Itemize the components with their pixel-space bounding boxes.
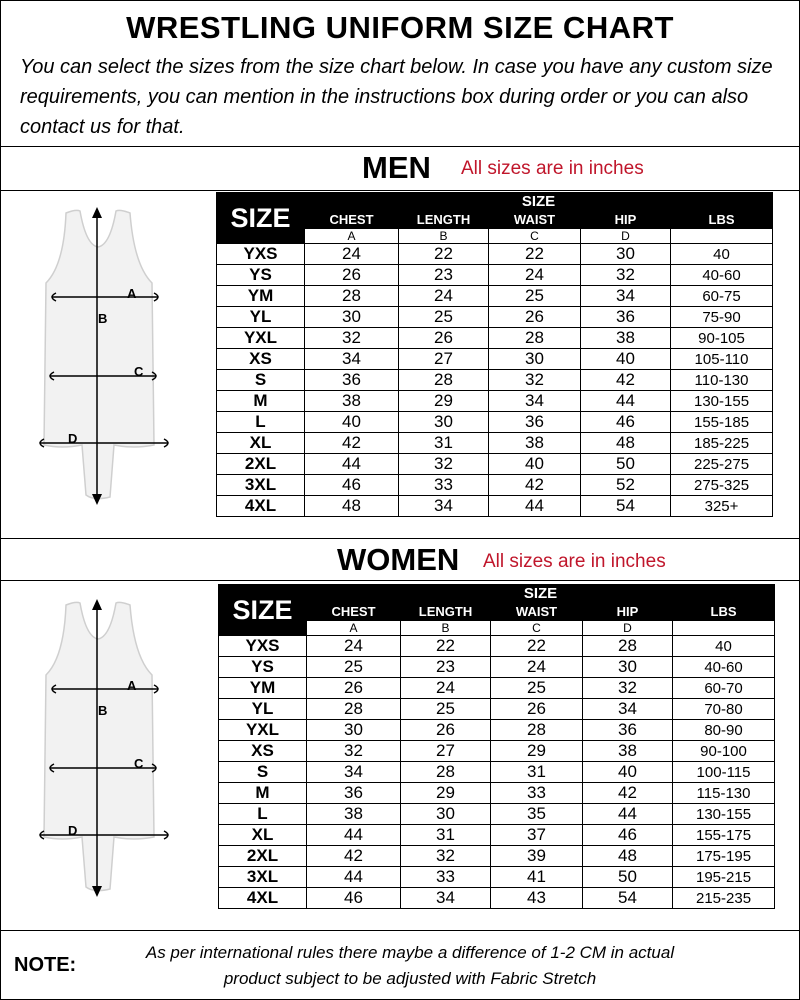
table-cell: 24 <box>401 678 491 699</box>
women-uniform-figure <box>30 597 180 897</box>
table-cell: 32 <box>583 678 673 699</box>
men-size-table <box>216 192 773 517</box>
note-label: NOTE: <box>14 954 77 976</box>
table-cell: 34 <box>489 391 581 412</box>
column-letter: A <box>307 621 401 636</box>
table-cell: 23 <box>401 657 491 678</box>
size-label: L <box>219 804 307 825</box>
table-cell: 30 <box>489 349 581 370</box>
table-cell: 46 <box>583 825 673 846</box>
table-cell: 130-155 <box>671 391 773 412</box>
table-cell: 28 <box>307 699 401 720</box>
figure-label-b: B <box>98 703 108 718</box>
figure-label-a: A <box>127 286 137 301</box>
table-cell: 32 <box>489 370 581 391</box>
table-cell: 40 <box>489 454 581 475</box>
table-cell: 34 <box>401 888 491 909</box>
table-row <box>217 433 773 454</box>
table-cell: 24 <box>491 657 583 678</box>
table-cell: 28 <box>399 370 489 391</box>
table-cell: 22 <box>491 636 583 657</box>
size-label: YM <box>219 678 307 699</box>
table-cell: 26 <box>401 720 491 741</box>
table-cell: 36 <box>307 783 401 804</box>
table-row <box>219 720 775 741</box>
table-cell: 155-175 <box>673 825 775 846</box>
table-cell: 31 <box>401 825 491 846</box>
table-cell: 50 <box>581 454 671 475</box>
table-cell: 31 <box>399 433 489 454</box>
table-cell: 26 <box>489 307 581 328</box>
table-cell: 42 <box>489 475 581 496</box>
figure-label-d: D <box>68 431 78 446</box>
size-column-header: SIZE <box>217 193 305 244</box>
table-cell: 22 <box>401 636 491 657</box>
divider <box>0 580 800 581</box>
table-row <box>219 636 775 657</box>
table-cell: 33 <box>491 783 583 804</box>
table-row <box>217 307 773 328</box>
table-row <box>217 244 773 265</box>
table-cell: 34 <box>307 762 401 783</box>
table-cell: 26 <box>399 328 489 349</box>
table-cell: 52 <box>581 475 671 496</box>
table-cell: 29 <box>399 391 489 412</box>
column-header-lbs: LBS <box>671 211 773 229</box>
table-cell: 38 <box>581 328 671 349</box>
size-label: M <box>219 783 307 804</box>
table-row <box>217 286 773 307</box>
column-letter <box>671 229 773 244</box>
table-cell: 90-105 <box>671 328 773 349</box>
table-cell: 48 <box>583 846 673 867</box>
size-label: YM <box>217 286 305 307</box>
size-label: S <box>217 370 305 391</box>
table-row <box>217 496 773 517</box>
size-label: 4XL <box>217 496 305 517</box>
table-cell: 32 <box>305 328 399 349</box>
table-cell: 32 <box>581 265 671 286</box>
table-cell: 26 <box>305 265 399 286</box>
table-cell: 24 <box>489 265 581 286</box>
table-cell: 25 <box>399 307 489 328</box>
size-label: YXS <box>217 244 305 265</box>
table-cell: 44 <box>489 496 581 517</box>
table-cell: 48 <box>581 433 671 454</box>
women-units-note: All sizes are in inches <box>483 551 666 572</box>
women-size-table <box>218 584 775 909</box>
size-label: YL <box>219 699 307 720</box>
table-cell: 215-235 <box>673 888 775 909</box>
column-header-hip: HIP <box>581 211 671 229</box>
table-cell: 100-115 <box>673 762 775 783</box>
table-row <box>219 741 775 762</box>
table-cell: 44 <box>583 804 673 825</box>
size-label: 4XL <box>219 888 307 909</box>
table-cell: 25 <box>401 699 491 720</box>
page-title: WRESTLING UNIFORM SIZE CHART <box>126 10 674 45</box>
table-cell: 24 <box>307 636 401 657</box>
column-letter: B <box>401 621 491 636</box>
intro-text: You can select the sizes from the size chart below. In case you have any custom size requirements, you can mention in the instructions box during order or you can also contact us for that. <box>20 56 773 138</box>
table-cell: 50 <box>583 867 673 888</box>
figure-label-c: C <box>134 756 144 771</box>
size-label: L <box>217 412 305 433</box>
column-header-length: LENGTH <box>401 603 491 621</box>
table-row <box>219 846 775 867</box>
column-letter: C <box>491 621 583 636</box>
table-cell: 185-225 <box>671 433 773 454</box>
table-cell: 175-195 <box>673 846 775 867</box>
table-cell: 40 <box>671 244 773 265</box>
size-label: S <box>219 762 307 783</box>
table-cell: 225-275 <box>671 454 773 475</box>
men-title: MEN <box>362 150 431 185</box>
table-cell: 30 <box>583 657 673 678</box>
size-label: XL <box>217 433 305 454</box>
measurements-header: SIZE <box>307 585 775 603</box>
size-label: YXS <box>219 636 307 657</box>
table-row <box>219 867 775 888</box>
table-cell: 28 <box>401 762 491 783</box>
size-column-header: SIZE <box>219 585 307 636</box>
table-cell: 40-60 <box>671 265 773 286</box>
table-cell: 38 <box>583 741 673 762</box>
table-row <box>219 657 775 678</box>
size-label: YXL <box>219 720 307 741</box>
table-cell: 54 <box>583 888 673 909</box>
table-cell: 75-90 <box>671 307 773 328</box>
size-label: YS <box>219 657 307 678</box>
table-row <box>219 678 775 699</box>
table-cell: 48 <box>305 496 399 517</box>
table-cell: 130-155 <box>673 804 775 825</box>
table-cell: 105-110 <box>671 349 773 370</box>
column-letter: D <box>581 229 671 244</box>
size-label: YXL <box>217 328 305 349</box>
table-cell: 37 <box>491 825 583 846</box>
size-label: XS <box>217 349 305 370</box>
table-cell: 40 <box>583 762 673 783</box>
table-cell: 46 <box>307 888 401 909</box>
table-cell: 40-60 <box>673 657 775 678</box>
table-row <box>219 783 775 804</box>
table-cell: 34 <box>581 286 671 307</box>
figure-label-d: D <box>68 823 78 838</box>
women-title: WOMEN <box>337 542 460 577</box>
table-cell: 38 <box>307 804 401 825</box>
table-cell: 46 <box>581 412 671 433</box>
table-cell: 32 <box>401 846 491 867</box>
table-row <box>217 328 773 349</box>
table-cell: 36 <box>581 307 671 328</box>
table-cell: 60-75 <box>671 286 773 307</box>
table-cell: 42 <box>307 846 401 867</box>
table-cell: 25 <box>491 678 583 699</box>
table-cell: 110-130 <box>671 370 773 391</box>
column-header-chest: CHEST <box>305 211 399 229</box>
table-cell: 44 <box>307 867 401 888</box>
table-cell: 25 <box>489 286 581 307</box>
table-cell: 28 <box>583 636 673 657</box>
column-letter: A <box>305 229 399 244</box>
table-cell: 155-185 <box>671 412 773 433</box>
column-letter: B <box>399 229 489 244</box>
size-label: YS <box>217 265 305 286</box>
size-label: YL <box>217 307 305 328</box>
table-cell: 42 <box>305 433 399 454</box>
figure-label-a: A <box>127 678 137 693</box>
table-row <box>217 349 773 370</box>
table-cell: 36 <box>489 412 581 433</box>
table-cell: 35 <box>491 804 583 825</box>
table-cell: 33 <box>401 867 491 888</box>
table-cell: 42 <box>583 783 673 804</box>
table-cell: 25 <box>307 657 401 678</box>
table-cell: 29 <box>401 783 491 804</box>
table-cell: 32 <box>307 741 401 762</box>
table-cell: 80-90 <box>673 720 775 741</box>
table-row <box>217 475 773 496</box>
figure-label-c: C <box>134 364 144 379</box>
size-label: XL <box>219 825 307 846</box>
table-cell: 41 <box>491 867 583 888</box>
men-units-note: All sizes are in inches <box>461 158 644 179</box>
table-cell: 30 <box>307 720 401 741</box>
table-cell: 34 <box>399 496 489 517</box>
table-cell: 275-325 <box>671 475 773 496</box>
divider <box>0 146 800 147</box>
men-uniform-figure <box>30 205 180 505</box>
table-row <box>219 888 775 909</box>
table-cell: 24 <box>305 244 399 265</box>
table-cell: 31 <box>491 762 583 783</box>
table-cell: 195-215 <box>673 867 775 888</box>
column-header-lbs: LBS <box>673 603 775 621</box>
table-cell: 24 <box>399 286 489 307</box>
table-cell: 26 <box>307 678 401 699</box>
table-cell: 32 <box>399 454 489 475</box>
table-cell: 40 <box>673 636 775 657</box>
size-label: M <box>217 391 305 412</box>
table-cell: 34 <box>583 699 673 720</box>
column-header-length: LENGTH <box>399 211 489 229</box>
table-row <box>217 265 773 286</box>
table-cell: 39 <box>491 846 583 867</box>
size-label: 2XL <box>217 454 305 475</box>
size-label: 3XL <box>217 475 305 496</box>
table-cell: 90-100 <box>673 741 775 762</box>
table-cell: 43 <box>491 888 583 909</box>
table-cell: 28 <box>305 286 399 307</box>
size-label: 2XL <box>219 846 307 867</box>
table-cell: 46 <box>305 475 399 496</box>
table-cell: 38 <box>489 433 581 454</box>
divider <box>0 930 800 931</box>
table-cell: 34 <box>305 349 399 370</box>
table-cell: 22 <box>399 244 489 265</box>
column-header-waist: WAIST <box>491 603 583 621</box>
table-row <box>219 804 775 825</box>
table-cell: 27 <box>401 741 491 762</box>
table-cell: 54 <box>581 496 671 517</box>
table-cell: 28 <box>489 328 581 349</box>
table-cell: 40 <box>581 349 671 370</box>
column-letter <box>673 621 775 636</box>
table-row <box>217 391 773 412</box>
column-header-waist: WAIST <box>489 211 581 229</box>
column-letter: D <box>583 621 673 636</box>
table-cell: 26 <box>491 699 583 720</box>
size-label: 3XL <box>219 867 307 888</box>
divider <box>0 190 800 191</box>
table-cell: 44 <box>305 454 399 475</box>
table-cell: 44 <box>307 825 401 846</box>
table-cell: 22 <box>489 244 581 265</box>
table-cell: 115-130 <box>673 783 775 804</box>
column-letter: C <box>489 229 581 244</box>
table-cell: 28 <box>491 720 583 741</box>
column-header-hip: HIP <box>583 603 673 621</box>
table-cell: 30 <box>399 412 489 433</box>
measurements-header: SIZE <box>305 193 773 211</box>
table-row <box>217 370 773 391</box>
table-cell: 36 <box>583 720 673 741</box>
column-header-chest: CHEST <box>307 603 401 621</box>
figure-label-b: B <box>98 311 108 326</box>
table-cell: 40 <box>305 412 399 433</box>
table-cell: 27 <box>399 349 489 370</box>
table-row <box>219 825 775 846</box>
divider <box>0 538 800 539</box>
table-row <box>217 454 773 475</box>
table-row <box>219 762 775 783</box>
table-cell: 33 <box>399 475 489 496</box>
table-cell: 30 <box>305 307 399 328</box>
table-cell: 38 <box>305 391 399 412</box>
table-cell: 30 <box>581 244 671 265</box>
table-cell: 29 <box>491 741 583 762</box>
table-cell: 44 <box>581 391 671 412</box>
table-cell: 30 <box>401 804 491 825</box>
table-cell: 42 <box>581 370 671 391</box>
table-row <box>219 699 775 720</box>
table-cell: 36 <box>305 370 399 391</box>
size-label: XS <box>219 741 307 762</box>
note-text: As per international rules there maybe a difference of 1-2 CM in actual product subject to be adjusted with Fabric Stretch <box>145 943 675 988</box>
table-cell: 60-70 <box>673 678 775 699</box>
table-cell: 70-80 <box>673 699 775 720</box>
table-cell: 23 <box>399 265 489 286</box>
table-row <box>217 412 773 433</box>
table-cell: 325+ <box>671 496 773 517</box>
